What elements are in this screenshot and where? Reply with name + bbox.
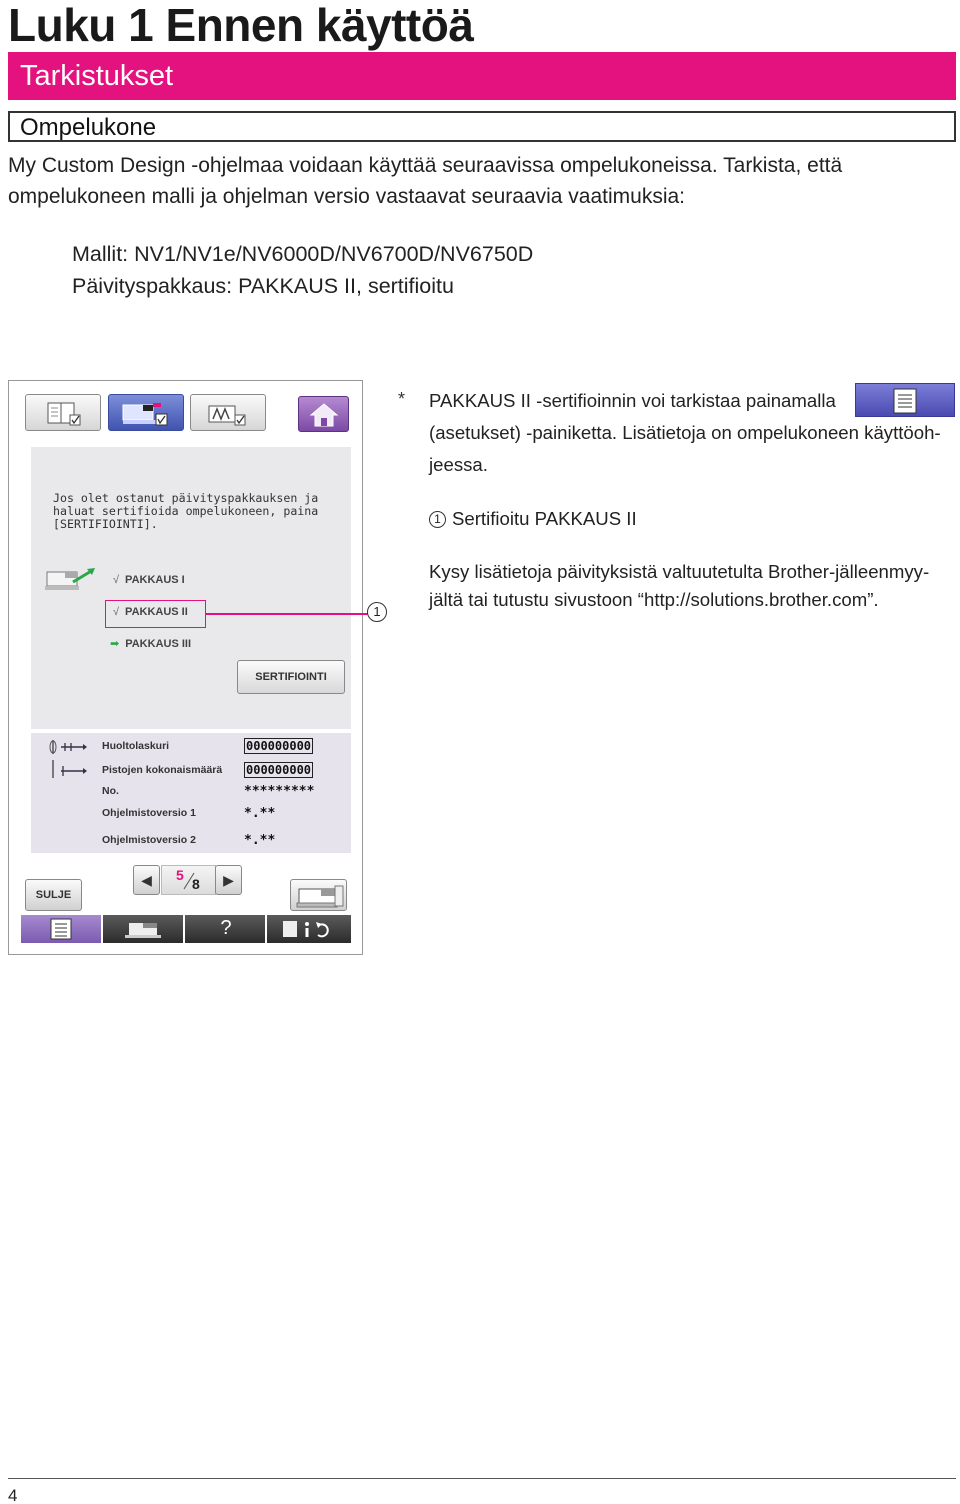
info-value: *.** <box>244 833 276 848</box>
triangle-left-icon: ◀ <box>141 872 152 888</box>
subsection-title: Ompelukone <box>20 114 157 141</box>
info-value <box>244 763 313 778</box>
triangle-right-icon: ▶ <box>223 872 234 888</box>
callout-leader-line <box>206 613 368 615</box>
note-line-1: PAKKAUS II -sertifioinnin voi tarkistaa painamalla <box>429 390 836 411</box>
note-asterisk: * <box>398 389 406 409</box>
bottom-tab-bar <box>21 915 351 943</box>
home-icon <box>299 397 350 433</box>
subsection-header <box>8 111 956 142</box>
needle-counter-icon <box>47 738 89 782</box>
intro-line-1: My Custom Design -ohjelmaa voidaan käyttää seuraavissa ompelukoneissa. Tarkista, että <box>8 154 843 177</box>
callout-legend-number: 1 <box>429 511 446 528</box>
settings-tab-machine-button[interactable] <box>108 394 184 431</box>
chapter-title: Luku 1 Ennen käyttöä <box>8 0 474 51</box>
tab-info-refresh[interactable] <box>267 915 351 943</box>
certify-button-label: SERTIFIOINTI <box>255 671 327 683</box>
sewing-machine-icon <box>291 880 348 912</box>
total-pages: 8 <box>192 876 200 892</box>
info-label: Ohjelmistoversio 1 <box>102 807 196 819</box>
package-label: PAKKAUS I <box>125 574 185 586</box>
previous-page-button[interactable] <box>133 865 160 895</box>
intro-paragraph <box>8 150 956 212</box>
section-header <box>8 52 956 100</box>
info-value: ********* <box>244 784 315 799</box>
callout-legend <box>429 508 637 530</box>
package-label: PAKKAUS III <box>125 638 192 650</box>
embroidery-settings-icon <box>191 395 267 432</box>
contact-line-2: jältä tai tutustu sivustoon “http://solutions.brother.com”. <box>429 589 879 610</box>
callout-legend-label: Sertifioitu PAKKAUS II <box>452 508 637 529</box>
note-line-2: (asetukset) -painiketta. Lisätietoja on ompelukoneen käyttöoh- <box>429 422 941 443</box>
current-page: 5 <box>176 867 184 883</box>
next-page-button[interactable] <box>215 865 242 895</box>
package-label: PAKKAUS II <box>125 606 188 618</box>
info-value-text: 000000000 <box>246 739 312 753</box>
footer-divider <box>8 1478 956 1479</box>
callout-number: 1 <box>367 602 387 622</box>
home-button[interactable] <box>298 396 349 432</box>
question-mark-icon: ? <box>220 917 232 939</box>
info-refresh-icon <box>267 915 351 943</box>
page-number: 4 <box>8 1486 18 1504</box>
settings-tab-embroidery-button[interactable] <box>190 394 266 431</box>
machine-settings-screen <box>8 380 363 955</box>
package-item-3 <box>110 637 191 650</box>
settings-document-icon <box>856 384 956 418</box>
checkmark-icon: √ <box>113 606 120 618</box>
machine-icon <box>103 915 185 943</box>
settings-tab-general-button[interactable] <box>25 394 101 431</box>
package-item-1 <box>113 574 185 586</box>
info-value-text: 000000000 <box>246 763 312 777</box>
machine-settings-icon <box>109 395 185 432</box>
machine-upgrade-icon <box>43 566 101 594</box>
close-button[interactable] <box>25 879 82 911</box>
upgrade-requirement: Päivityspakkaus: PAKKAUS II, sertifioitu <box>72 274 454 298</box>
contact-line-1: Kysy lisätietoja päivityksistä valtuutetulta Brother-jälleenmyy- <box>429 561 930 582</box>
machine-view-button[interactable] <box>290 879 347 911</box>
tab-help[interactable] <box>185 915 267 943</box>
section-title: Tarkistukset <box>20 60 174 92</box>
note-line-3: jeessa. <box>429 454 488 475</box>
certification-message: Jos olet ostanut päivityspakkauksen ja haluat sertifioida ompelukoneen, paina [SERTIFIOINTI]. <box>53 491 319 531</box>
arrow-right-icon: ➡ <box>110 638 120 650</box>
models-requirement: Mallit: NV1/NV1e/NV6000D/NV6700D/NV6750D <box>72 242 534 266</box>
tab-machine[interactable] <box>103 915 185 943</box>
callout-highlight-box <box>105 600 206 628</box>
info-label: Huoltolaskuri <box>102 740 170 752</box>
book-settings-icon <box>26 395 102 432</box>
intro-line-2: ompelukoneen malli ja ohjelman versio vastaavat seuraavia vaatimuksia: <box>8 185 686 208</box>
certify-button[interactable] <box>237 660 345 694</box>
info-label: Pistojen kokonaismäärä <box>102 764 223 776</box>
tab-settings[interactable] <box>21 915 103 943</box>
settings-document-icon <box>21 915 103 943</box>
info-value: *.** <box>244 806 276 821</box>
close-button-label: SULJE <box>35 889 72 901</box>
info-value <box>244 739 313 754</box>
settings-button-image <box>855 383 955 417</box>
checkmark-icon: √ <box>113 574 120 586</box>
info-label: Ohjelmistoversio 2 <box>102 834 196 846</box>
page-indicator <box>161 865 216 895</box>
info-label: No. <box>102 785 119 797</box>
